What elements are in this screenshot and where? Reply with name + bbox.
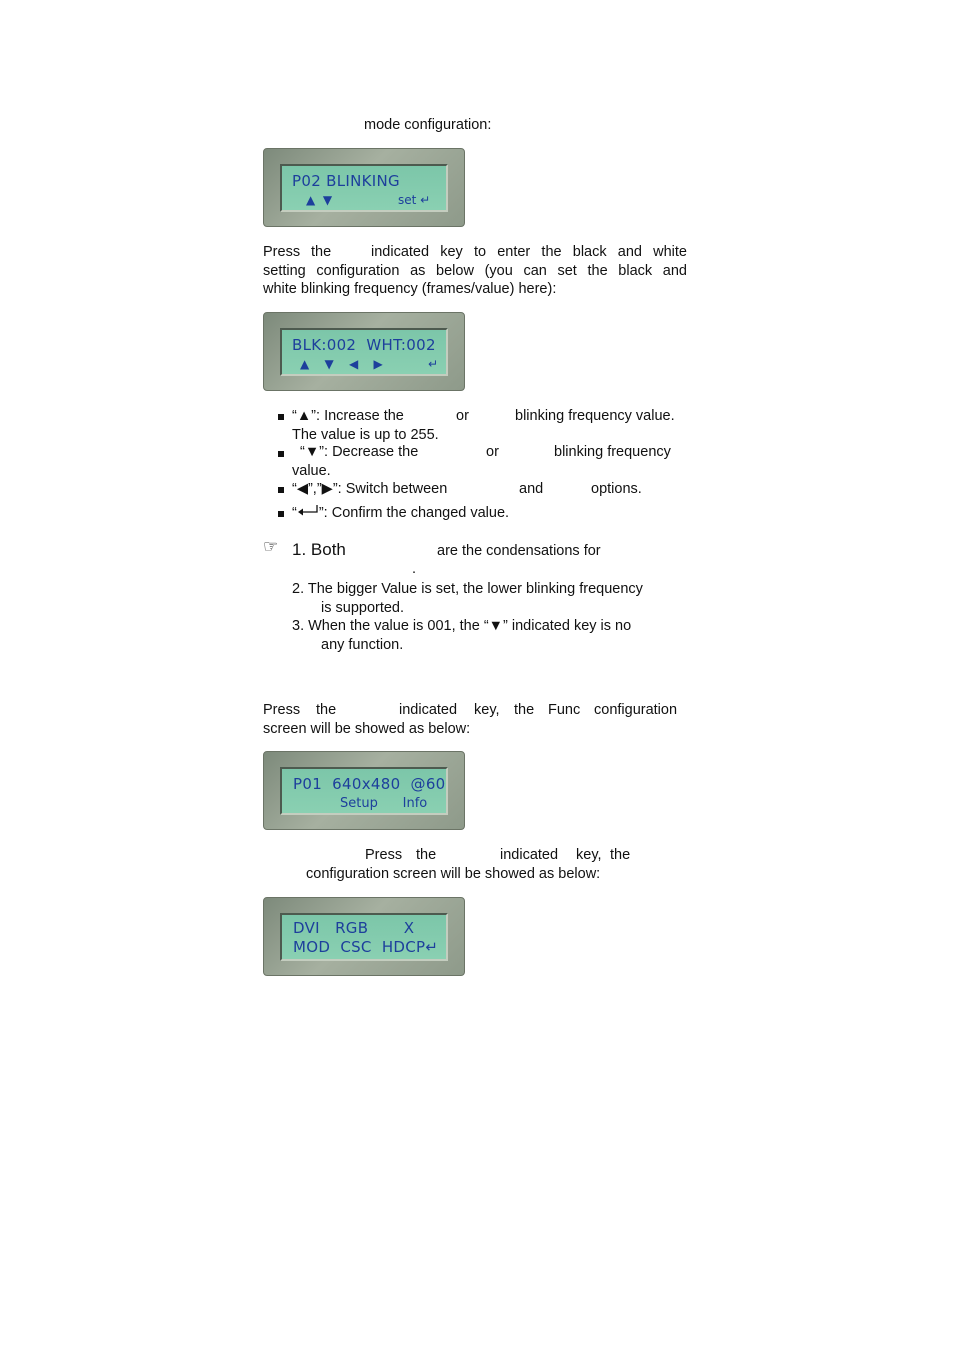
text-line: setting configuration as below (you can set the black and bbox=[263, 262, 687, 279]
bullet-increase bbox=[292, 407, 688, 444]
text: or bbox=[486, 444, 499, 460]
enter-key-icon bbox=[297, 504, 319, 518]
lcd-display-func bbox=[263, 751, 465, 830]
hand-pointer-icon: ☞ bbox=[263, 537, 279, 556]
bullet-marker bbox=[278, 511, 284, 517]
text: “▼”: Decrease the bbox=[300, 444, 419, 460]
lcd-line-1: BLK:002 WHT:002 bbox=[292, 336, 436, 354]
word: the bbox=[514, 702, 535, 718]
lcd-display-setup bbox=[263, 897, 465, 976]
word: the bbox=[316, 702, 337, 718]
lcd-line-2: MOD CSC HDCP↵ bbox=[293, 938, 439, 956]
lcd-screen bbox=[280, 913, 448, 961]
note-1-end: . bbox=[412, 561, 417, 577]
text: 2. The bigger Value is set, the lower blinking frequency bbox=[292, 581, 643, 597]
text: any function. bbox=[321, 636, 404, 653]
bullet-decrease bbox=[292, 443, 688, 480]
lcd-display-blk-wht bbox=[263, 312, 465, 391]
word: key, bbox=[474, 702, 500, 718]
text-line: screen will be showed as below: bbox=[263, 720, 471, 737]
word: Func bbox=[548, 702, 581, 718]
text-line: configuration screen will be showed as below: bbox=[306, 865, 601, 882]
word: the bbox=[311, 244, 332, 260]
text: and bbox=[519, 481, 544, 497]
lcd-line-1: DVI RGB X bbox=[293, 919, 415, 937]
bullet-marker bbox=[278, 414, 284, 420]
note-3 bbox=[292, 617, 692, 654]
lcd-screen bbox=[280, 328, 448, 376]
word: the bbox=[610, 847, 631, 863]
lcd-line-2: Setup Info bbox=[340, 796, 428, 811]
text-line: white blinking frequency (frames/value) here): bbox=[263, 281, 557, 297]
paragraph-enter-blink bbox=[263, 243, 687, 299]
text: blinking frequency bbox=[554, 444, 671, 460]
paragraph-func bbox=[263, 701, 687, 738]
lcd-enter-key: ↵ bbox=[428, 357, 439, 371]
text: The value is up to 255. bbox=[292, 426, 439, 443]
bullet-marker bbox=[278, 487, 284, 493]
text: or bbox=[456, 408, 469, 424]
lcd-display-blinking bbox=[263, 148, 465, 227]
text: “ bbox=[292, 505, 297, 521]
bullet-confirm bbox=[292, 504, 688, 523]
lcd-arrow-keys: ▲ ▼ bbox=[306, 193, 333, 207]
text: options. bbox=[591, 481, 642, 497]
word: Press bbox=[263, 702, 301, 718]
note-1-label: 1. Both bbox=[292, 540, 346, 559]
word: the bbox=[416, 847, 437, 863]
lcd-line-1: P01 640x480 @60 bbox=[293, 775, 446, 793]
text: is supported. bbox=[321, 599, 405, 616]
lcd-set-key: set ↵ bbox=[398, 193, 431, 207]
text: ”: Confirm the changed value. bbox=[318, 505, 510, 521]
bullet-switch bbox=[292, 480, 688, 499]
lcd-screen bbox=[280, 767, 448, 815]
note-1-text: are the condensations for bbox=[437, 543, 601, 559]
word: indicated bbox=[399, 702, 458, 718]
word: indicated bbox=[500, 847, 559, 863]
word: Press bbox=[365, 847, 403, 863]
lcd-screen bbox=[280, 164, 448, 212]
text: indicated key to enter the black and white bbox=[371, 244, 687, 260]
note-2 bbox=[292, 580, 692, 617]
bullet-marker bbox=[278, 451, 284, 457]
lcd-arrow-keys: ▲ ▼ ◀ ▶ bbox=[300, 357, 383, 371]
paragraph-setup bbox=[306, 846, 636, 883]
text: “▲”: Increase the bbox=[292, 408, 404, 424]
text: 3. When the value is 001, the “▼” indicated key is no bbox=[292, 618, 632, 634]
word: key, bbox=[576, 847, 602, 863]
intro-text: mode configuration: bbox=[364, 117, 492, 133]
text: “◀”,”▶”: Switch between bbox=[292, 481, 448, 497]
word: configuration bbox=[594, 702, 678, 718]
word: Press bbox=[263, 244, 301, 260]
text: value. bbox=[292, 462, 331, 479]
lcd-line-1: P02 BLINKING bbox=[292, 172, 400, 190]
text: blinking frequency value. bbox=[515, 408, 675, 424]
